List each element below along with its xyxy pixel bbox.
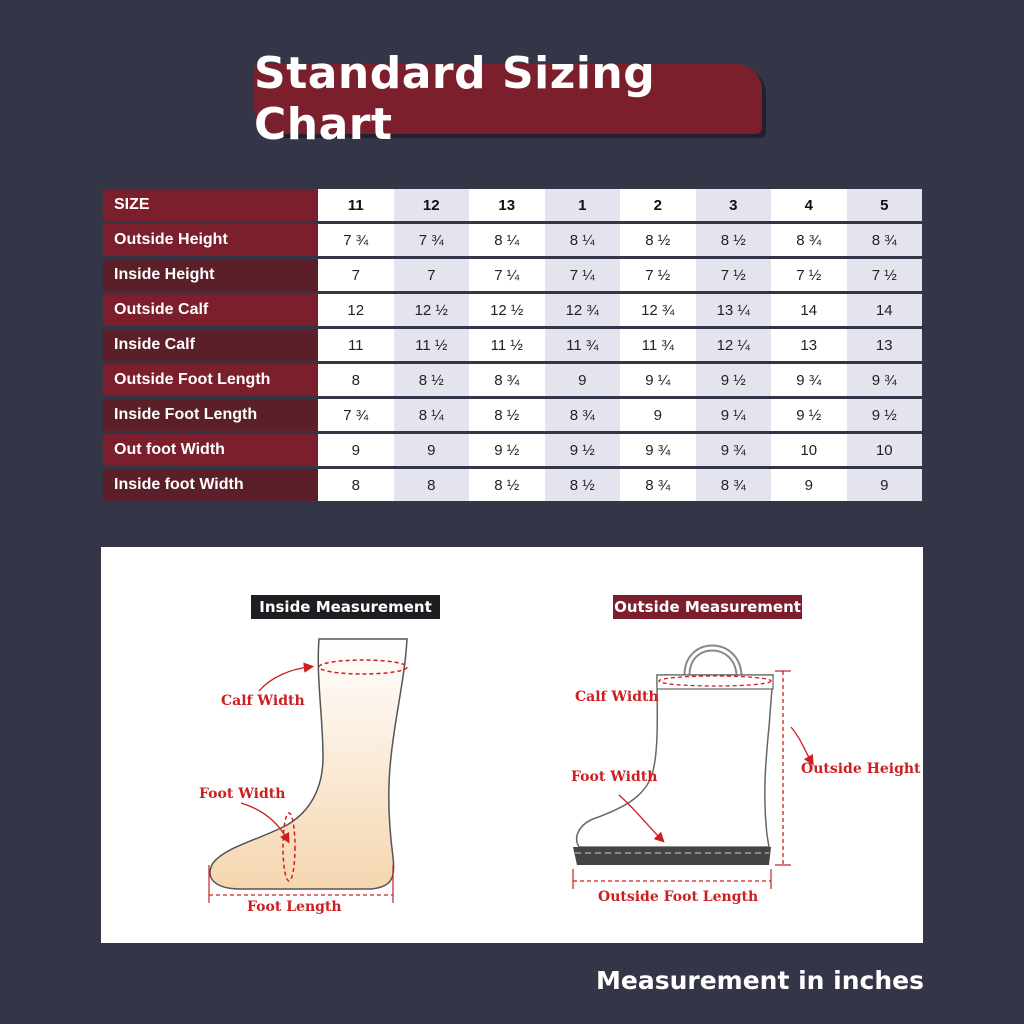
- table-row: [103, 329, 922, 364]
- table-cell: 8 ½: [545, 469, 621, 504]
- table-cell: 8 ½: [696, 224, 772, 259]
- table-cell: 8 ¼: [469, 224, 545, 259]
- inside-foot-width-label: Foot Width: [199, 786, 286, 802]
- table-cell: 9 ¾: [620, 434, 696, 469]
- outside-foot-width-label: Foot Width: [571, 769, 658, 785]
- page-title: Standard Sizing Chart: [254, 48, 656, 150]
- table-cell: 9: [771, 469, 847, 504]
- table-cell: 8 ¾: [847, 224, 923, 259]
- measurement-diagram: [101, 547, 923, 943]
- table-cell: 7 ¾: [394, 224, 470, 259]
- row-label: Inside Calf: [103, 329, 318, 364]
- table-row: [103, 294, 922, 329]
- outside-calf-width-label: Calf Width: [575, 689, 659, 705]
- table-row: [103, 259, 922, 294]
- size-header-cell: 2: [620, 189, 696, 224]
- size-header-cell: 4: [771, 189, 847, 224]
- table-cell: 8 ¾: [771, 224, 847, 259]
- table-row: [103, 469, 922, 504]
- table-cell: 9 ½: [469, 434, 545, 469]
- table-cell: 11: [318, 329, 394, 364]
- table-cell: 14: [771, 294, 847, 329]
- table-cell: 11 ½: [394, 329, 470, 364]
- row-label: Outside Calf: [103, 294, 318, 329]
- row-label: Inside Height: [103, 259, 318, 294]
- table-cell: 9 ¾: [696, 434, 772, 469]
- table-cell: 9 ¾: [771, 364, 847, 399]
- row-label: Outside Foot Length: [103, 364, 318, 399]
- table-row: [103, 399, 922, 434]
- table-cell: 13 ¼: [696, 294, 772, 329]
- size-header-label: SIZE: [103, 189, 318, 224]
- table-cell: 11 ½: [469, 329, 545, 364]
- table-cell: 7: [394, 259, 470, 294]
- size-header-cell: 1: [545, 189, 621, 224]
- table-cell: 9 ½: [545, 434, 621, 469]
- table-cell: 8 ¾: [469, 364, 545, 399]
- title-banner: [254, 48, 762, 150]
- measurement-unit-note: Measurement in inches: [595, 966, 924, 995]
- row-label: Inside Foot Length: [103, 399, 318, 434]
- table-cell: 9 ¾: [847, 364, 923, 399]
- table-cell: 7 ¾: [318, 224, 394, 259]
- table-cell: 8 ¼: [545, 224, 621, 259]
- table-cell: 7 ¼: [545, 259, 621, 294]
- table-cell: 8 ½: [620, 224, 696, 259]
- table-cell: 9 ¼: [620, 364, 696, 399]
- measurement-illustration-panel: [101, 547, 923, 943]
- outside-measurement-heading: Outside Measurement: [613, 595, 802, 619]
- leg-foot-illustration: [209, 639, 407, 903]
- table-row: [103, 434, 922, 469]
- size-header-cell: 3: [696, 189, 772, 224]
- table-cell: 9: [394, 434, 470, 469]
- size-header-cell: 12: [394, 189, 470, 224]
- inside-foot-length-label: Foot Length: [247, 899, 342, 915]
- table-cell: 14: [847, 294, 923, 329]
- table-cell: 12 ½: [394, 294, 470, 329]
- outside-foot-length-label: Outside Foot Length: [598, 889, 759, 905]
- table-cell: 10: [847, 434, 923, 469]
- row-label: Outside Height: [103, 224, 318, 259]
- row-label: Inside foot Width: [103, 469, 318, 504]
- table-cell: 12 ¾: [545, 294, 621, 329]
- table-cell: 12 ¾: [620, 294, 696, 329]
- table-cell: 8 ½: [394, 364, 470, 399]
- table-cell: 8 ½: [469, 469, 545, 504]
- table-cell: 7 ½: [696, 259, 772, 294]
- table-cell: 10: [771, 434, 847, 469]
- table-cell: 9: [545, 364, 621, 399]
- size-header-cell: 5: [847, 189, 923, 224]
- table-row: [103, 224, 922, 259]
- table-cell: 9: [318, 434, 394, 469]
- table-cell: 7 ½: [620, 259, 696, 294]
- table-cell: 8 ¾: [696, 469, 772, 504]
- table-cell: 8: [318, 364, 394, 399]
- table-cell: 12 ¼: [696, 329, 772, 364]
- inside-calf-width-label: Calf Width: [221, 693, 305, 709]
- table-cell: 8: [394, 469, 470, 504]
- table-cell: 8 ¼: [394, 399, 470, 434]
- table-cell: 11 ¾: [620, 329, 696, 364]
- table-cell: 9 ¼: [696, 399, 772, 434]
- table-cell: 8 ¾: [545, 399, 621, 434]
- table-cell: 7: [318, 259, 394, 294]
- size-header-cell: 13: [469, 189, 545, 224]
- sizing-table: [103, 189, 922, 504]
- table-cell: 8 ½: [469, 399, 545, 434]
- table-cell: 12 ½: [469, 294, 545, 329]
- table-header-row: [103, 189, 922, 224]
- table-cell: 9: [847, 469, 923, 504]
- table-cell: 9 ½: [847, 399, 923, 434]
- table-cell: 11 ¾: [545, 329, 621, 364]
- table-cell: 13: [847, 329, 923, 364]
- size-header-cell: 11: [318, 189, 394, 224]
- row-label: Out foot Width: [103, 434, 318, 469]
- table-cell: 7 ¼: [469, 259, 545, 294]
- table-cell: 8 ¾: [620, 469, 696, 504]
- table-row: [103, 364, 922, 399]
- table-body: [103, 224, 922, 504]
- table-cell: 12: [318, 294, 394, 329]
- table-cell: 9 ½: [771, 399, 847, 434]
- table-cell: 7 ½: [847, 259, 923, 294]
- table-cell: 7 ½: [771, 259, 847, 294]
- table-cell: 9: [620, 399, 696, 434]
- outside-height-label: Outside Height: [801, 761, 921, 777]
- inside-measurement-heading: Inside Measurement: [251, 595, 440, 619]
- table-cell: 7 ¾: [318, 399, 394, 434]
- table-cell: 8: [318, 469, 394, 504]
- table-cell: 9 ½: [696, 364, 772, 399]
- table-cell: 13: [771, 329, 847, 364]
